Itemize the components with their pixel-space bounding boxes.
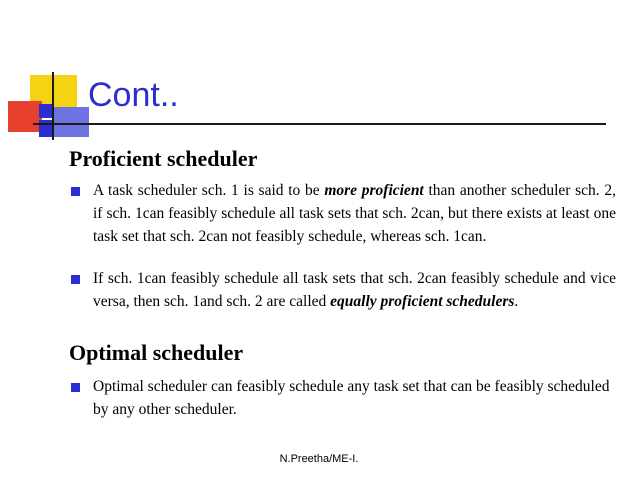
emphasis-more-proficient: more proficient [324,182,424,199]
dark-blue-square-decoration [39,104,53,118]
section-heading-optimal: Optimal scheduler [69,340,244,365]
square-bullet-icon [71,383,80,392]
text-run: than another scheduler sch. 2, if sch. 1can feasibly schedule all task sets that sch. 2can, but there exists at least one task set that sch. 2can not feasibly schedule, whereas sch. 1can. [93,182,616,245]
square-bullet-icon [71,187,80,196]
square-bullet-icon [71,275,80,284]
text-run: . [514,293,519,310]
slide-title: Cont.. [88,76,179,114]
emphasis-equally-proficient: equally proficient schedulers [330,293,515,310]
section-heading-proficient: Proficient scheduler [69,146,258,171]
slide-footer: N.Preetha/ME-I. [279,453,359,465]
light-blue-square-decoration [53,107,89,137]
bullet-text-proficient-definition [93,179,616,248]
bullet-text-optimal-definition: Optimal scheduler can feasibly schedule any task set that can be feasibly scheduled by any other scheduler. [93,378,610,418]
text-run: If sch. 1can feasibly schedule all task sets that sch. 2can feasibly schedule and vice versa, then sch. 1and sch. 2 are called [93,270,616,310]
vertical-rule [52,72,54,140]
bullet-text-equally-proficient [93,267,616,313]
title-underline-rule [33,123,606,125]
red-square-decoration [8,101,42,132]
text-run: A task scheduler sch. 1 is said to be [93,182,325,199]
